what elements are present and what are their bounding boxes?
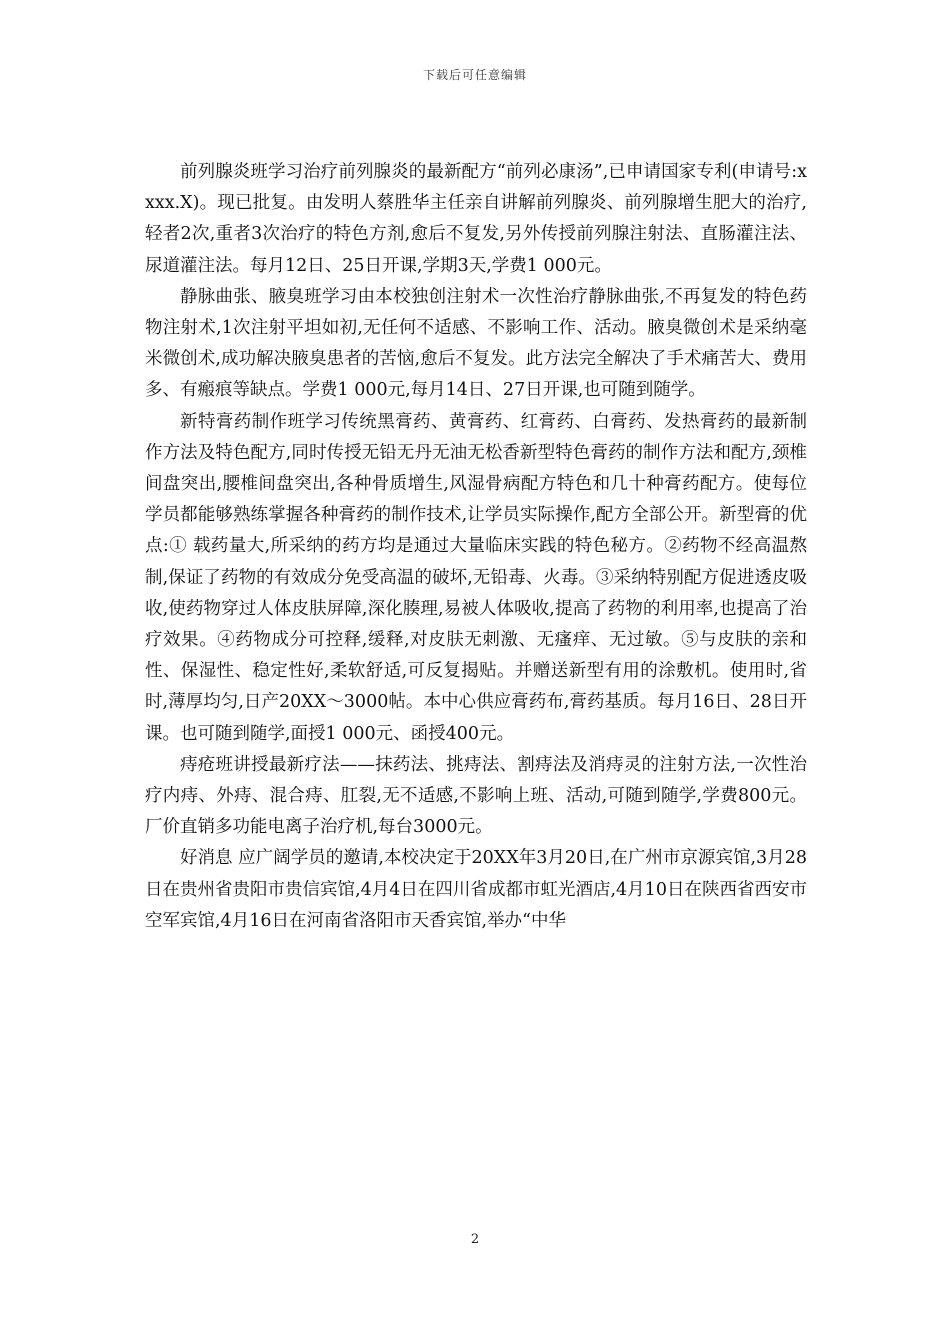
paragraph-varicose-veins-course: 静脉曲张、腋臭班学习由本校独创注射术一次性治疗静脉曲张,不再复发的特色药物注射术,1次注射平坦如初,无任何不适感、不影响工作、活动。腋臭微创术是采纳毫米微创术,成功解决腋臭患者的苦恼,愈后不复发。此方法完全解决了手术痛苦大、费用多、有瘢痕等缺点。学费1 000元,每月14日、27日开课,也可随到随学。 [145, 286, 807, 401]
paragraph-hemorrhoid-course: 痔疮班讲授最新疗法——抹药法、挑痔法、割痔法及消痔灵的注射方法,一次性治疗内痔、外痔、混合痔、肛裂,无不适感,不影响上班、活动,可随到随学,学费800元。厂价直销多功能电离子治疗机,每台3000元。 [145, 754, 807, 838]
page-header-note: 下载后可任意编辑 [422, 68, 527, 82]
paragraph-good-news: 好消息 应广阔学员的邀请,本校决定于20XX年3月20日,在广州市京源宾馆,3月28日在贵州省贵阳市贵信宾馆,4月4日在四川省成都市虹光酒店,4月10日在陕西省西安市空军宾馆,4月16日在河南省洛阳市天香宾馆,举办“中华 [145, 848, 807, 931]
page-number: 2 [470, 1232, 480, 1247]
document-body [145, 157, 807, 937]
paragraph-plaster-making-course: 新特膏药制作班学习传统黑膏药、黄膏药、红膏药、白膏药、发热膏药的最新制作方法及特色配方,同时传授无铅无丹无油无松香新型特色膏药的制作方法和配方,颈椎间盘突出,腰椎间盘突出,各种骨质增生,风湿骨病配方特色和几十种膏药配方。使每位学员都能够熟练掌握各种膏药的制作技术,让学员实际操作,配方全部公开。新型膏的优点:① 载药量大,所采纳的药方均是通过大量临床实践的特色秘方。②药物不经高温熬制,保证了药物的有效成分免受高温的破坏,无铅毒、火毒。③采纳特别配方促进透皮吸收,使药物穿过人体皮肤屏障,深化腠理,易被人体吸收,提高了药物的利用率,也提高了治疗效果。④药物成分可控释,缓释,对皮肤无刺激、无瘙痒、无过敏。⑤与皮肤的亲和性、保湿性、稳定性好,柔软舒适,可反复揭贴。并赠送新型有用的涂敷机。使用时,省时,薄厚均匀,日产20XX～3000帖。本中心供应膏药布,膏药基质。每月16日、28日开课。也可随到随学,面授1 000元、函授400元。 [145, 411, 807, 744]
paragraph-prostatitis-course: 前列腺炎班学习治疗前列腺炎的最新配方“前列必康汤”,已申请国家专利(申请号:xxxx.X)。现已批复。由发明人蔡胜华主任亲自讲解前列腺炎、前列腺增生肥大的治疗,轻者2次,重者3次治疗的特色方剂,愈后不复发,另外传授前列腺注射法、直肠灌注法、尿道灌注法。每月12日、25日开课,学期3天,学费1 000元。 [145, 162, 807, 276]
